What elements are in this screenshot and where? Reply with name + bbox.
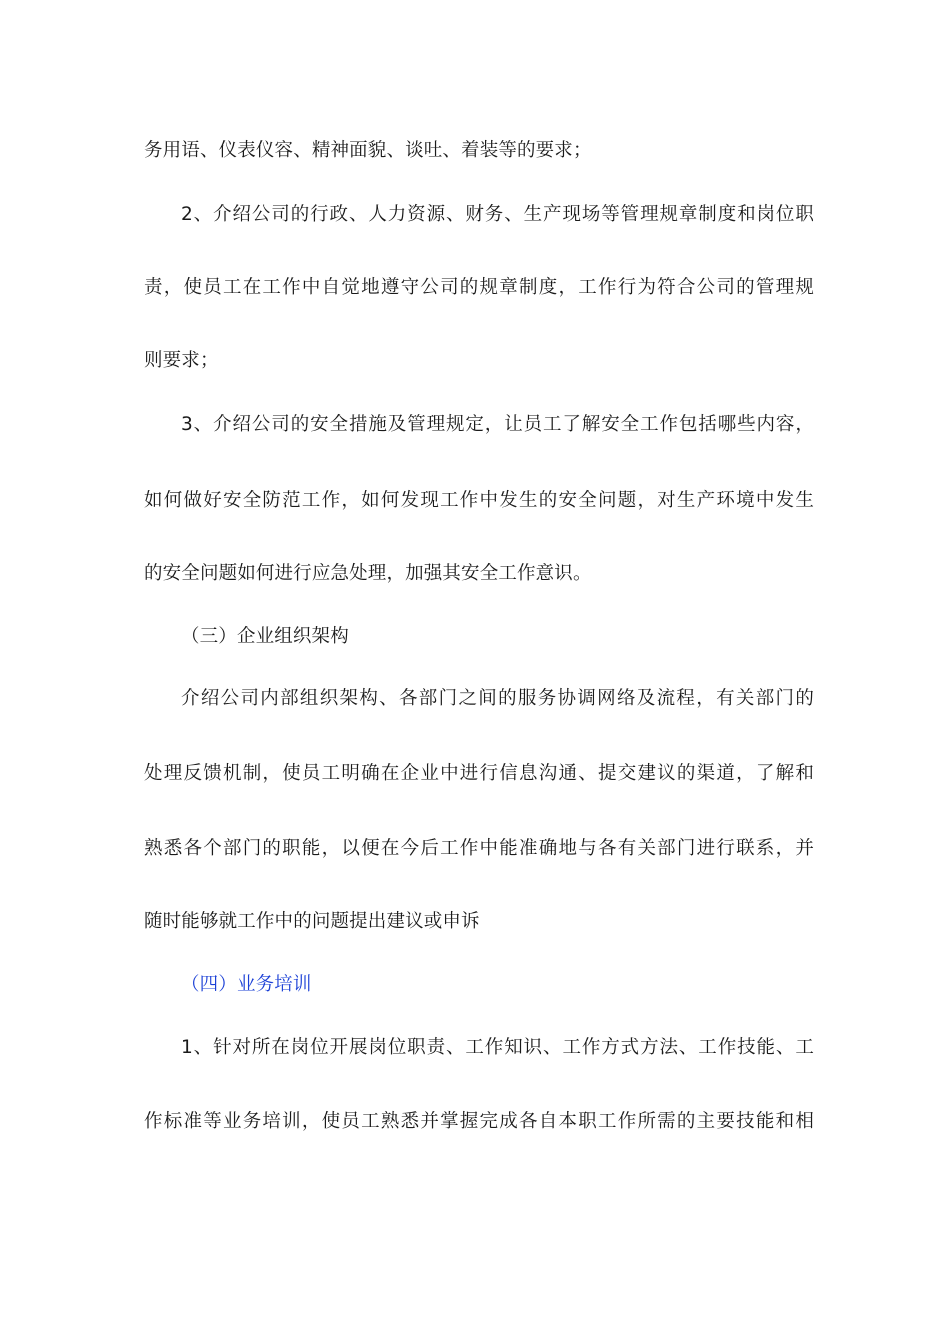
text-line: 熟悉各个部门的职能，以便在今后工作中能准确地与各有关部门进行联系，并 [144,838,814,859]
text-line: 责，使员工在工作中自觉地遵守公司的规章制度，工作行为符合公司的管理规 [144,277,814,298]
text-line: 随时能够就工作中的问题提出建议或申诉 [144,911,480,932]
section-heading: （三）企业组织架构 [181,626,349,647]
text-line: 介绍公司内部组织架构、各部门之间的服务协调网络及流程，有关部门的 [181,688,814,709]
text-line: 作标准等业务培训，使员工熟悉并掌握完成各自本职工作所需的主要技能和相 [144,1111,814,1132]
text-line: 则要求； [144,350,219,371]
text-line: 务用语、仪表仪容、精神面貌、谈吐、着装等的要求； [144,140,592,161]
text-line: 1、针对所在岗位开展岗位职责、工作知识、工作方式方法、工作技能、工 [181,1037,814,1058]
section-heading: （四）业务培训 [181,974,312,995]
text-line: 的安全问题如何进行应急处理，加强其安全工作意识。 [144,563,592,584]
text-line: 处理反馈机制，使员工明确在企业中进行信息沟通、提交建议的渠道，了解和 [144,763,814,784]
text-line: 2、介绍公司的行政、人力资源、财务、生产现场等管理规章制度和岗位职 [181,204,814,225]
text-line: 如何做好安全防范工作，如何发现工作中发生的安全问题，对生产环境中发生 [144,490,814,511]
text-line: 3、介绍公司的安全措施及管理规定，让员工了解安全工作包括哪些内容， [181,414,814,435]
